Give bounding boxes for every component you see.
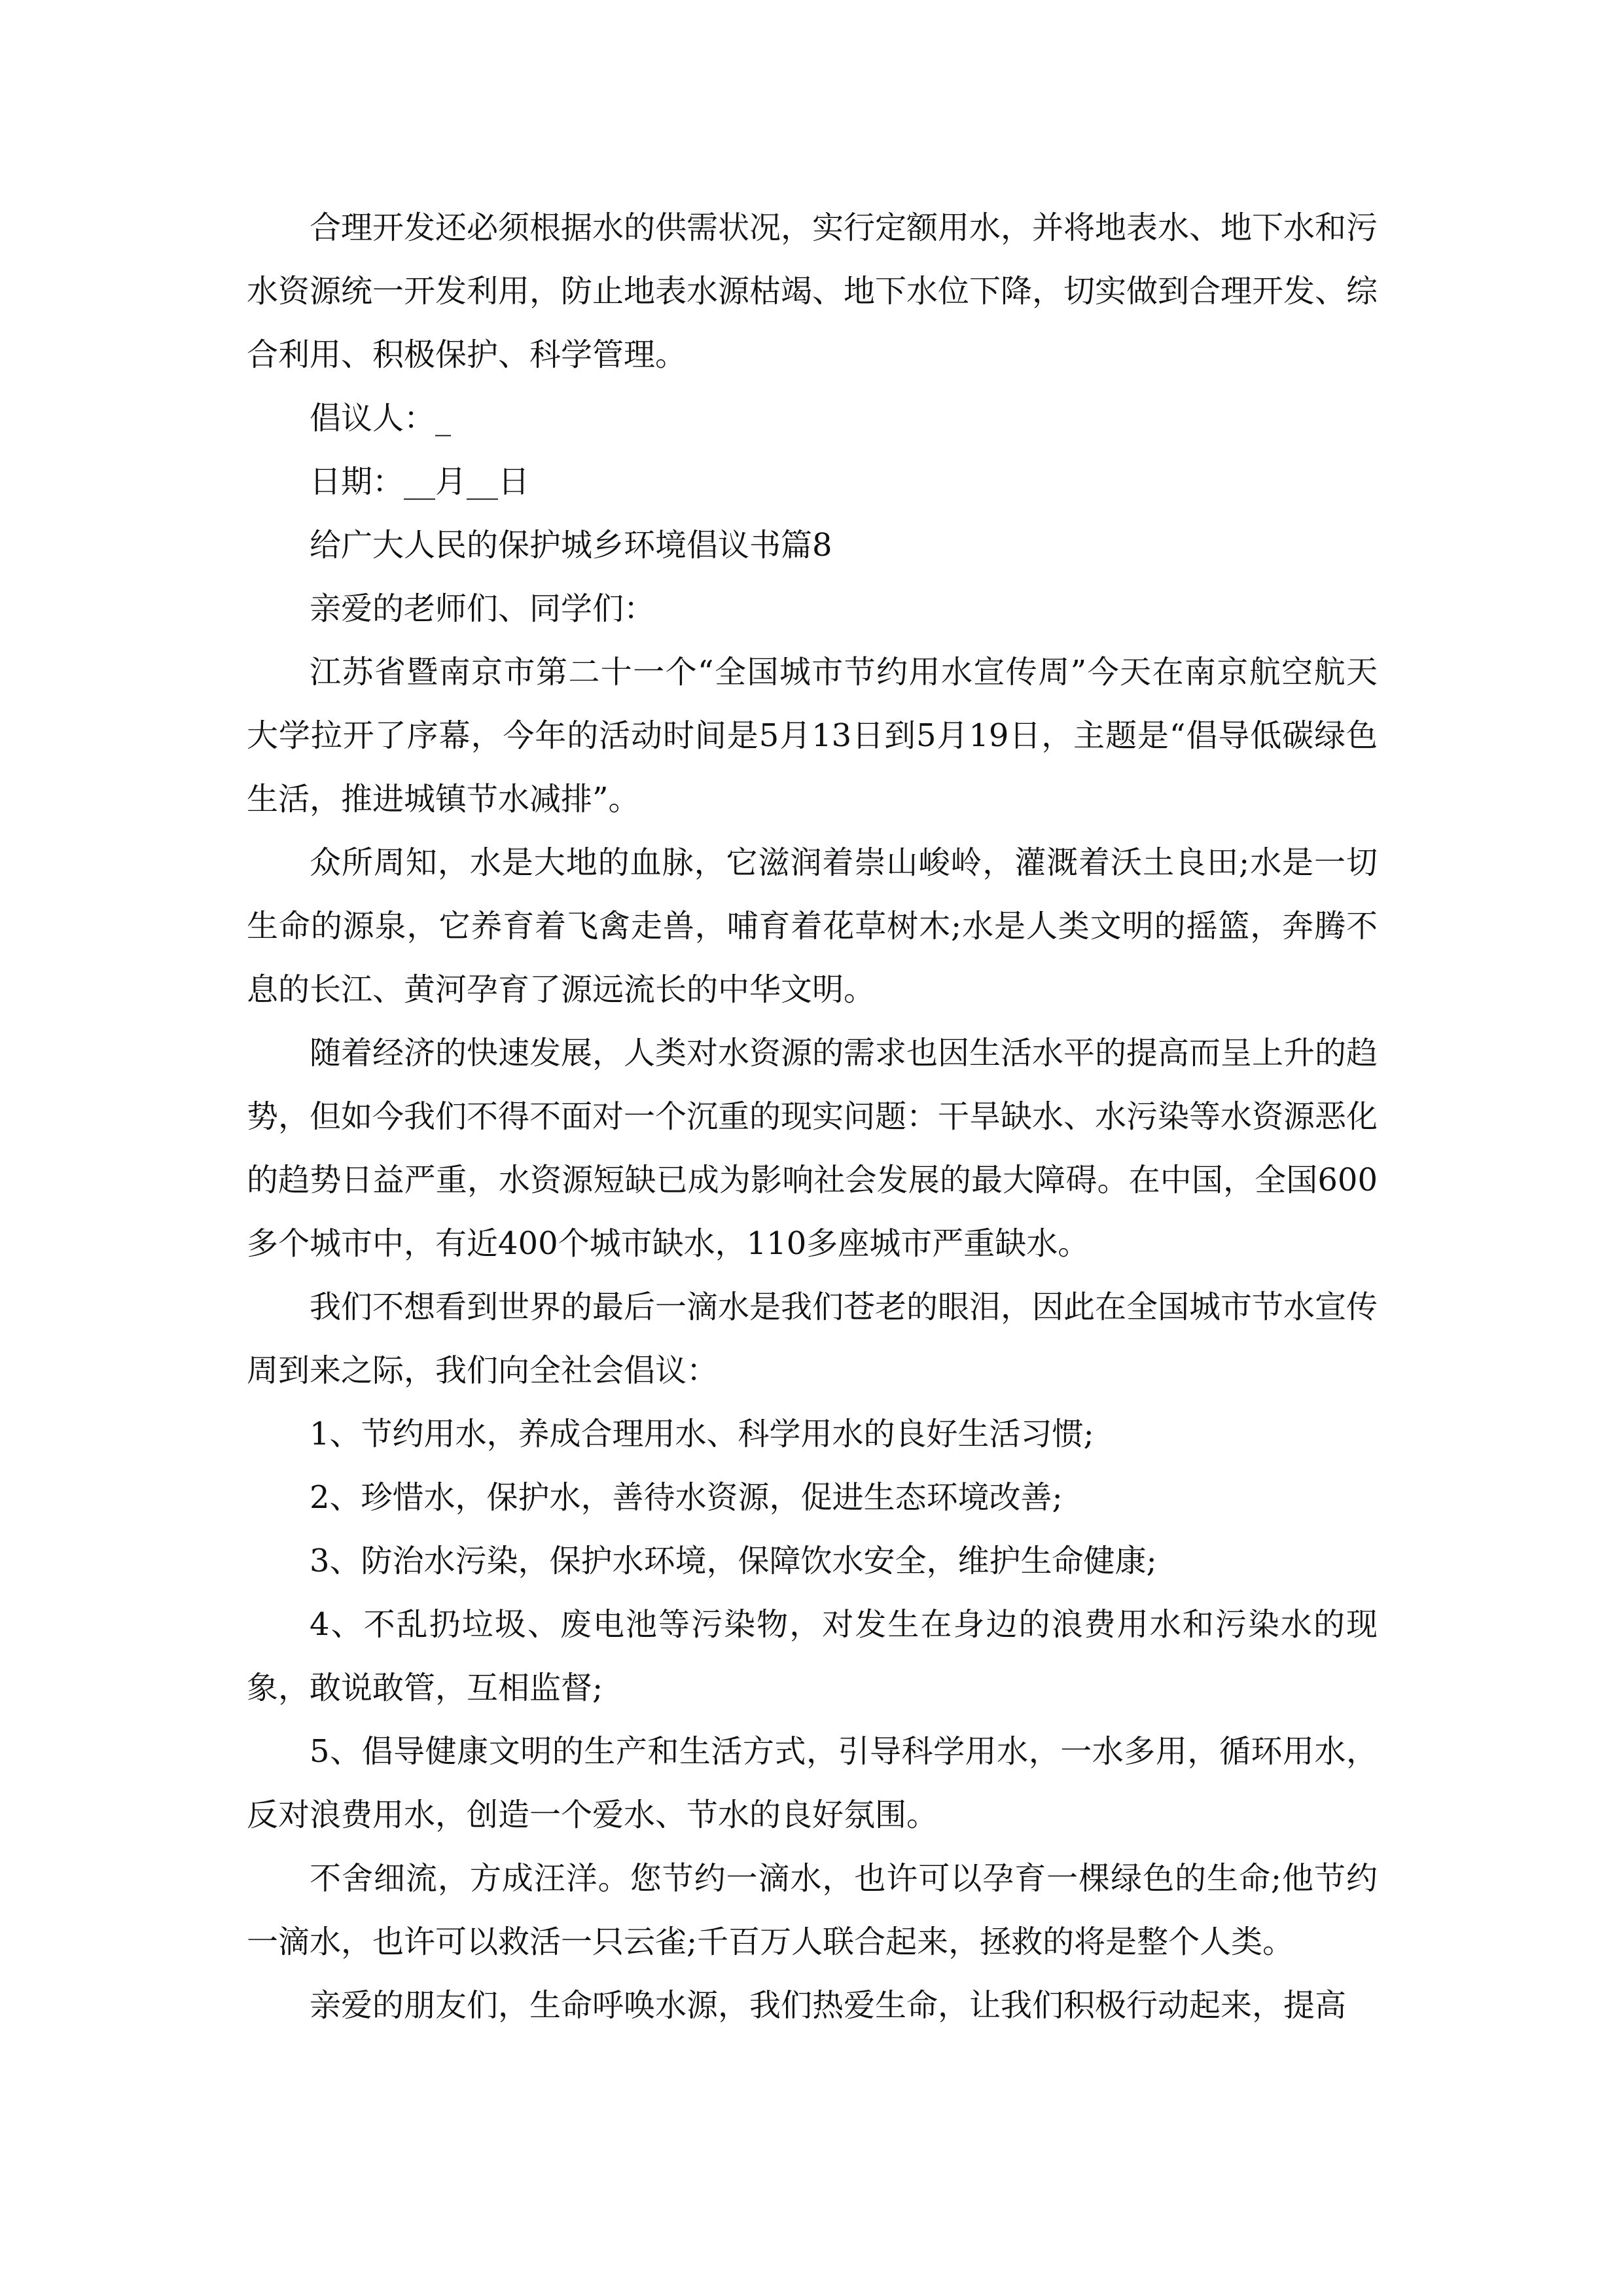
date-line: 日期：__月__日 xyxy=(310,463,530,500)
paragraph-development: 合理开发还必须根据水的供需状况，实行定额用水，并将地表水、地下水和污水资源统一开发利用，防止地表水源枯竭、地下水位下降，切实做到合理开发、综合利用、积极保护、科学管理。 xyxy=(247,209,1378,373)
section-title: 给广大人民的保护城乡环境倡议书篇8 xyxy=(310,527,832,564)
paragraph-every-drop: 不舍细流，方成汪洋。您节约一滴水，也许可以孕育一棵绿色的生命;他节约一滴水，也许可以救活一只云雀;千百万人联合起来，拯救的将是整个人类。 xyxy=(247,1860,1378,1960)
initiator-line: 倡议人：_ xyxy=(310,400,452,437)
document-body xyxy=(247,196,1378,2037)
paragraph-proposal-intro: 我们不想看到世界的最后一滴水是我们苍老的眼泪，因此在全国城市节水宣传周到来之际，我们向全社会倡议： xyxy=(247,1289,1378,1389)
paragraph-closing: 亲爱的朋友们，生命呼唤水源，我们热爱生命，让我们积极行动起来，提高 xyxy=(310,1987,1347,2024)
paragraph-water-shortage: 随着经济的快速发展，人类对水资源的需求也因生活水平的提高而呈上升的趋势，但如今我们不得不面对一个沉重的现实问题：干旱缺水、水污染等水资源恶化的趋势日益严重，水资源短缺已成为影响社会发展的最大障碍。在中国，全国600多个城市中，有近400个城市缺水，110多座城市严重缺水。 xyxy=(247,1035,1378,1262)
salutation: 亲爱的老师们、同学们： xyxy=(310,590,656,627)
paragraph-water-life: 众所周知，水是大地的血脉，它滋润着崇山峻岭，灌溉着沃土良田;水是一切生命的源泉，它养育着飞禽走兽，哺育着花草树木;水是人类文明的摇篮，奔腾不息的长江、黄河孕育了源远流长的中华文明。 xyxy=(247,844,1378,1008)
proposal-item-2: 2、珍惜水，保护水，善待水资源，促进生态环境改善; xyxy=(310,1479,1063,1516)
proposal-item-3: 3、防治水污染，保护水环境，保障饮水安全，维护生命健康; xyxy=(310,1543,1157,1579)
proposal-item-4: 4、不乱扔垃圾、废电池等污染物，对发生在身边的浪费用水和污染水的现象，敢说敢管，互相监督; xyxy=(247,1606,1378,1706)
proposal-item-5: 5、倡导健康文明的生产和生活方式，引导科学用水，一水多用，循环用水，反对浪费用水，创造一个爱水、节水的良好氛围。 xyxy=(247,1733,1378,1833)
paragraph-water-week: 江苏省暨南京市第二十一个“全国城市节约用水宣传周”今天在南京航空航天大学拉开了序幕，今年的活动时间是5月13日到5月19日，主题是“倡导低碳绿色生活，推进城镇节水减排”。 xyxy=(247,654,1378,817)
proposal-item-1: 1、节约用水，养成合理用水、科学用水的良好生活习惯; xyxy=(310,1416,1094,1452)
